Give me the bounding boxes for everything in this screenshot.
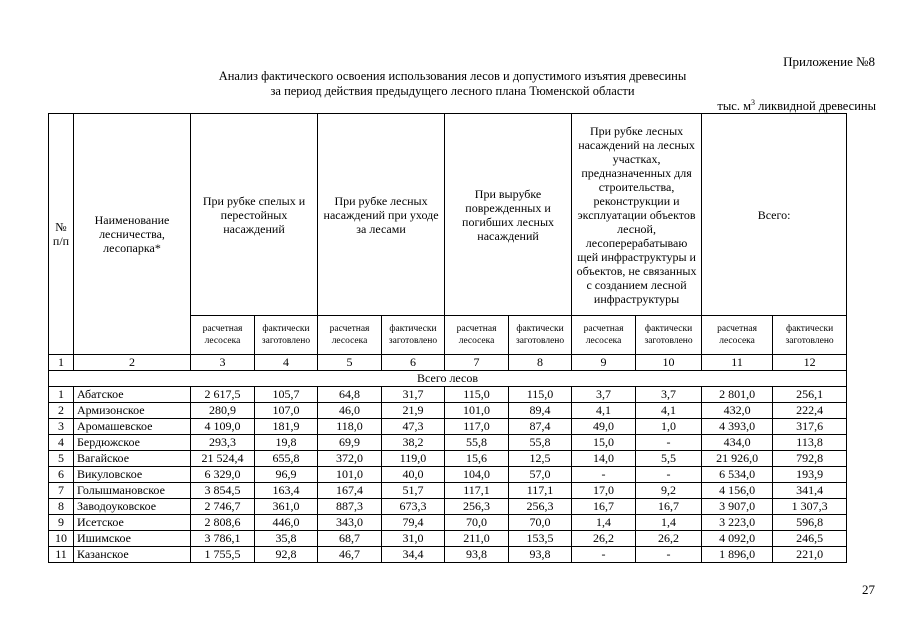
cell-total-actual: 246,5 [773, 531, 847, 547]
cell-total-planned: 434,0 [702, 435, 773, 451]
cell-mature-actual: 655,8 [255, 451, 318, 467]
cell-construction-planned: - [572, 467, 636, 483]
cell-construction-actual: - [636, 467, 702, 483]
cell-total-actual: 341,4 [773, 483, 847, 499]
table-row [49, 483, 847, 499]
cell-forestry-name: Заводоуковское [74, 499, 191, 515]
subheader-actual: фактически заготовлено [382, 316, 445, 355]
cell-damaged-actual: 70,0 [509, 515, 572, 531]
cell-row-number: 9 [49, 515, 74, 531]
cell-forestry-name: Казанское [74, 547, 191, 563]
cell-total-actual: 1 307,3 [773, 499, 847, 515]
header-group-total: Всего: [702, 114, 847, 316]
cell-total-actual: 792,8 [773, 451, 847, 467]
column-number: 4 [255, 355, 318, 371]
cell-care-planned: 68,7 [318, 531, 382, 547]
cell-construction-actual: - [636, 547, 702, 563]
cell-mature-planned: 3 854,5 [191, 483, 255, 499]
cell-forestry-name: Исетское [74, 515, 191, 531]
cell-row-number: 11 [49, 547, 74, 563]
harvest-analysis-table [48, 113, 847, 563]
cell-care-actual: 31,7 [382, 387, 445, 403]
header-group-construction: При рубке лесных насаждений на лесных участках, предназначенных для строительства, реконструкции и эксплуатации объектов лесной, лесоперерабатываю щей инфраструктуры и объектов, не связанных с созданием лесной инфраструктуры [572, 114, 702, 316]
cell-total-actual: 113,8 [773, 435, 847, 451]
subheader-planned: расчетная лесосека [572, 316, 636, 355]
cell-row-number: 8 [49, 499, 74, 515]
subheader-actual: фактически заготовлено [773, 316, 847, 355]
cell-mature-planned: 2 746,7 [191, 499, 255, 515]
cell-damaged-actual: 89,4 [509, 403, 572, 419]
table-row [49, 435, 847, 451]
cell-mature-planned: 293,3 [191, 435, 255, 451]
cell-care-planned: 167,4 [318, 483, 382, 499]
column-number: 8 [509, 355, 572, 371]
cell-total-planned: 21 926,0 [702, 451, 773, 467]
cell-forestry-name: Аромашевское [74, 419, 191, 435]
cell-total-actual: 317,6 [773, 419, 847, 435]
cell-construction-actual: - [636, 435, 702, 451]
cell-forestry-name: Армизонское [74, 403, 191, 419]
table-row [49, 403, 847, 419]
cell-damaged-planned: 211,0 [445, 531, 509, 547]
cell-care-actual: 31,0 [382, 531, 445, 547]
cell-construction-planned: 14,0 [572, 451, 636, 467]
cell-care-planned: 118,0 [318, 419, 382, 435]
cell-construction-actual: 3,7 [636, 387, 702, 403]
cell-forestry-name: Викуловское [74, 467, 191, 483]
cell-forestry-name: Ишимское [74, 531, 191, 547]
cell-construction-actual: 5,5 [636, 451, 702, 467]
cell-care-actual: 119,0 [382, 451, 445, 467]
cell-care-actual: 51,7 [382, 483, 445, 499]
section-title: Всего лесов [49, 371, 847, 387]
document-title-line1: Анализ фактического освоения использования лесов и допустимого изъятия древесины [218, 69, 687, 83]
column-number: 12 [773, 355, 847, 371]
cell-damaged-planned: 15,6 [445, 451, 509, 467]
cell-mature-actual: 163,4 [255, 483, 318, 499]
cell-total-actual: 221,0 [773, 547, 847, 563]
cell-mature-actual: 361,0 [255, 499, 318, 515]
cell-row-number: 6 [49, 467, 74, 483]
cell-forestry-name: Бердюжское [74, 435, 191, 451]
cell-total-planned: 2 801,0 [702, 387, 773, 403]
cell-damaged-actual: 93,8 [509, 547, 572, 563]
cell-total-planned: 6 534,0 [702, 467, 773, 483]
cell-row-number: 1 [49, 387, 74, 403]
cell-damaged-planned: 117,0 [445, 419, 509, 435]
cell-damaged-actual: 12,5 [509, 451, 572, 467]
subheader-actual: фактически заготовлено [636, 316, 702, 355]
unit-label: тыс. $м^3$ ликвидной древесины [717, 98, 876, 114]
cell-damaged-planned: 55,8 [445, 435, 509, 451]
cell-damaged-actual: 57,0 [509, 467, 572, 483]
cell-damaged-planned: 104,0 [445, 467, 509, 483]
cell-care-actual: 34,4 [382, 547, 445, 563]
cell-damaged-planned: 70,0 [445, 515, 509, 531]
cell-construction-planned: 16,7 [572, 499, 636, 515]
cell-mature-actual: 107,0 [255, 403, 318, 419]
cell-mature-planned: 21 524,4 [191, 451, 255, 467]
column-number: 7 [445, 355, 509, 371]
cell-care-planned: 64,8 [318, 387, 382, 403]
cell-row-number: 2 [49, 403, 74, 419]
cell-mature-planned: 2 617,5 [191, 387, 255, 403]
column-number: 9 [572, 355, 636, 371]
cell-construction-actual: 1,4 [636, 515, 702, 531]
column-number: 2 [74, 355, 191, 371]
cell-row-number: 5 [49, 451, 74, 467]
subheader-planned: расчетная лесосека [191, 316, 255, 355]
cell-damaged-actual: 87,4 [509, 419, 572, 435]
cell-total-actual: 256,1 [773, 387, 847, 403]
column-number: 5 [318, 355, 382, 371]
cell-mature-planned: 3 786,1 [191, 531, 255, 547]
cell-damaged-actual: 55,8 [509, 435, 572, 451]
cell-construction-planned: 49,0 [572, 419, 636, 435]
cell-mature-actual: 181,9 [255, 419, 318, 435]
cell-construction-planned: 1,4 [572, 515, 636, 531]
cell-care-actual: 40,0 [382, 467, 445, 483]
cell-mature-planned: 6 329,0 [191, 467, 255, 483]
column-number-row [49, 355, 847, 371]
cell-care-actual: 79,4 [382, 515, 445, 531]
table-row [49, 451, 847, 467]
table-row [49, 515, 847, 531]
section-row [49, 371, 847, 387]
cell-damaged-planned: 256,3 [445, 499, 509, 515]
cell-damaged-planned: 117,1 [445, 483, 509, 499]
cell-construction-actual: 4,1 [636, 403, 702, 419]
header-group-damaged: При вырубке поврежденных и погибших лесных насаждений [445, 114, 572, 316]
cell-forestry-name: Голышмановское [74, 483, 191, 499]
cell-construction-planned: 15,0 [572, 435, 636, 451]
cell-construction-planned: 4,1 [572, 403, 636, 419]
cell-total-actual: 596,8 [773, 515, 847, 531]
cell-damaged-actual: 153,5 [509, 531, 572, 547]
table-row [49, 531, 847, 547]
header-number: № п/п [49, 114, 74, 355]
cell-forestry-name: Вагайское [74, 451, 191, 467]
cell-mature-actual: 446,0 [255, 515, 318, 531]
page-number: 27 [862, 582, 875, 597]
header-forestry-name: Наименование лесничества, лесопарка* [74, 114, 191, 355]
cell-construction-actual: 26,2 [636, 531, 702, 547]
table-row [49, 387, 847, 403]
cell-mature-planned: 1 755,5 [191, 547, 255, 563]
cell-damaged-actual: 256,3 [509, 499, 572, 515]
table-row [49, 499, 847, 515]
cell-mature-planned: 2 808,6 [191, 515, 255, 531]
cell-damaged-planned: 115,0 [445, 387, 509, 403]
cell-row-number: 3 [49, 419, 74, 435]
cell-mature-actual: 92,8 [255, 547, 318, 563]
cell-forestry-name: Абатское [74, 387, 191, 403]
column-number: 10 [636, 355, 702, 371]
cell-damaged-planned: 101,0 [445, 403, 509, 419]
cell-care-actual: 47,3 [382, 419, 445, 435]
header-row-groups [49, 114, 847, 316]
subheader-actual: фактически заготовлено [509, 316, 572, 355]
cell-construction-planned: - [572, 547, 636, 563]
cell-mature-planned: 280,9 [191, 403, 255, 419]
cell-care-planned: 69,9 [318, 435, 382, 451]
cell-care-planned: 343,0 [318, 515, 382, 531]
table-row [49, 467, 847, 483]
document-title-line2: за период действия предыдущего лесного плана Тюменской области [270, 84, 635, 98]
cell-total-planned: 1 896,0 [702, 547, 773, 563]
cell-construction-planned: 26,2 [572, 531, 636, 547]
column-number: 1 [49, 355, 74, 371]
cell-total-actual: 222,4 [773, 403, 847, 419]
table-body [49, 387, 847, 563]
cell-construction-actual: 16,7 [636, 499, 702, 515]
cell-damaged-actual: 115,0 [509, 387, 572, 403]
cell-construction-actual: 9,2 [636, 483, 702, 499]
column-number: 6 [382, 355, 445, 371]
cell-damaged-planned: 93,8 [445, 547, 509, 563]
cell-total-planned: 4 092,0 [702, 531, 773, 547]
cell-care-planned: 46,7 [318, 547, 382, 563]
cell-mature-actual: 105,7 [255, 387, 318, 403]
cell-construction-planned: 3,7 [572, 387, 636, 403]
table-row [49, 419, 847, 435]
cell-care-planned: 101,0 [318, 467, 382, 483]
cell-care-planned: 46,0 [318, 403, 382, 419]
subheader-actual: фактически заготовлено [255, 316, 318, 355]
table-row [49, 547, 847, 563]
cell-construction-planned: 17,0 [572, 483, 636, 499]
cell-mature-actual: 19,8 [255, 435, 318, 451]
header-group-care: При рубке лесных насаждений при уходе за лесами [318, 114, 445, 316]
column-number: 11 [702, 355, 773, 371]
cell-construction-actual: 1,0 [636, 419, 702, 435]
cell-total-planned: 3 907,0 [702, 499, 773, 515]
column-number: 3 [191, 355, 255, 371]
cell-row-number: 7 [49, 483, 74, 499]
cell-care-actual: 21,9 [382, 403, 445, 419]
header-group-mature: При рубке спелых и перестойных насаждений [191, 114, 318, 316]
cell-care-planned: 887,3 [318, 499, 382, 515]
cell-total-planned: 4 156,0 [702, 483, 773, 499]
subheader-planned: расчетная лесосека [702, 316, 773, 355]
cell-total-actual: 193,9 [773, 467, 847, 483]
appendix-label: Приложение №8 [783, 54, 875, 69]
cell-row-number: 4 [49, 435, 74, 451]
cell-mature-planned: 4 109,0 [191, 419, 255, 435]
cell-total-planned: 3 223,0 [702, 515, 773, 531]
subheader-planned: расчетная лесосека [445, 316, 509, 355]
cell-damaged-actual: 117,1 [509, 483, 572, 499]
cell-total-planned: 4 393,0 [702, 419, 773, 435]
cell-row-number: 10 [49, 531, 74, 547]
cell-care-planned: 372,0 [318, 451, 382, 467]
cell-total-planned: 432,0 [702, 403, 773, 419]
cell-mature-actual: 35,8 [255, 531, 318, 547]
cell-care-actual: 38,2 [382, 435, 445, 451]
cell-mature-actual: 96,9 [255, 467, 318, 483]
cell-care-actual: 673,3 [382, 499, 445, 515]
subheader-planned: расчетная лесосека [318, 316, 382, 355]
